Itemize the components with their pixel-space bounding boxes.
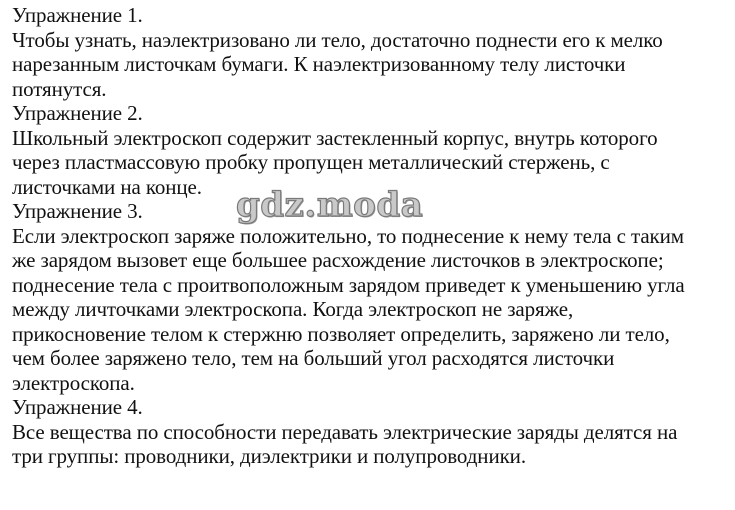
exercise-heading: Упражнение 2. (12, 101, 143, 125)
document-body (12, 3, 727, 469)
text-line: листочками на конце. (12, 174, 202, 199)
text-line: Школьный электроскоп содержит застекленный корпус, внутрь которого (12, 125, 658, 150)
text-line: потянутся. (12, 76, 107, 101)
text-line: через пластмассовую пробку пропущен металлический стержень, с (12, 150, 610, 174)
text-line: Чтобы узнать, наэлектризовано ли тело, достаточно поднести его к мелко (12, 27, 663, 52)
text-line: три группы: проводники, диэлектрики и полупроводники. (12, 444, 526, 468)
text-line: между личточками электроскопа. Когда электроскоп не заряже, (12, 297, 574, 321)
text-line: чем более заряжено тело, тем на больший угол расходятся листочки (12, 346, 615, 370)
text-line: поднесение тела с проитвоположным зарядом приведет к уменьшению угла (12, 272, 685, 297)
text-line: Все вещества по способности передавать электрические заряды делятся на (12, 419, 678, 444)
text-line: же зарядом вызовет еще большее расхождение листочков в электроскопе; (12, 248, 664, 272)
exercise-heading: Упражнение 3. (12, 199, 143, 223)
exercise-1 (12, 3, 727, 101)
watermark-logo: gdz.moda (236, 185, 424, 225)
text-line: электроскопа. (12, 370, 135, 395)
exercise-2 (12, 101, 727, 199)
exercise-heading: Упражнение 4. (12, 395, 143, 419)
exercise-4 (12, 395, 727, 469)
text-line: нарезанным листочкам бумаги. К наэлектризованному телу листочки (12, 52, 626, 76)
exercise-heading: Упражнение 1. (12, 3, 143, 27)
exercise-3 (12, 199, 727, 395)
text-line: прикосновение телом к стержню позволяет определить, заряжено ли тело, (12, 321, 670, 346)
text-line: Если электроскоп заряже положительно, то поднесение к нему тела с таким (12, 223, 684, 248)
